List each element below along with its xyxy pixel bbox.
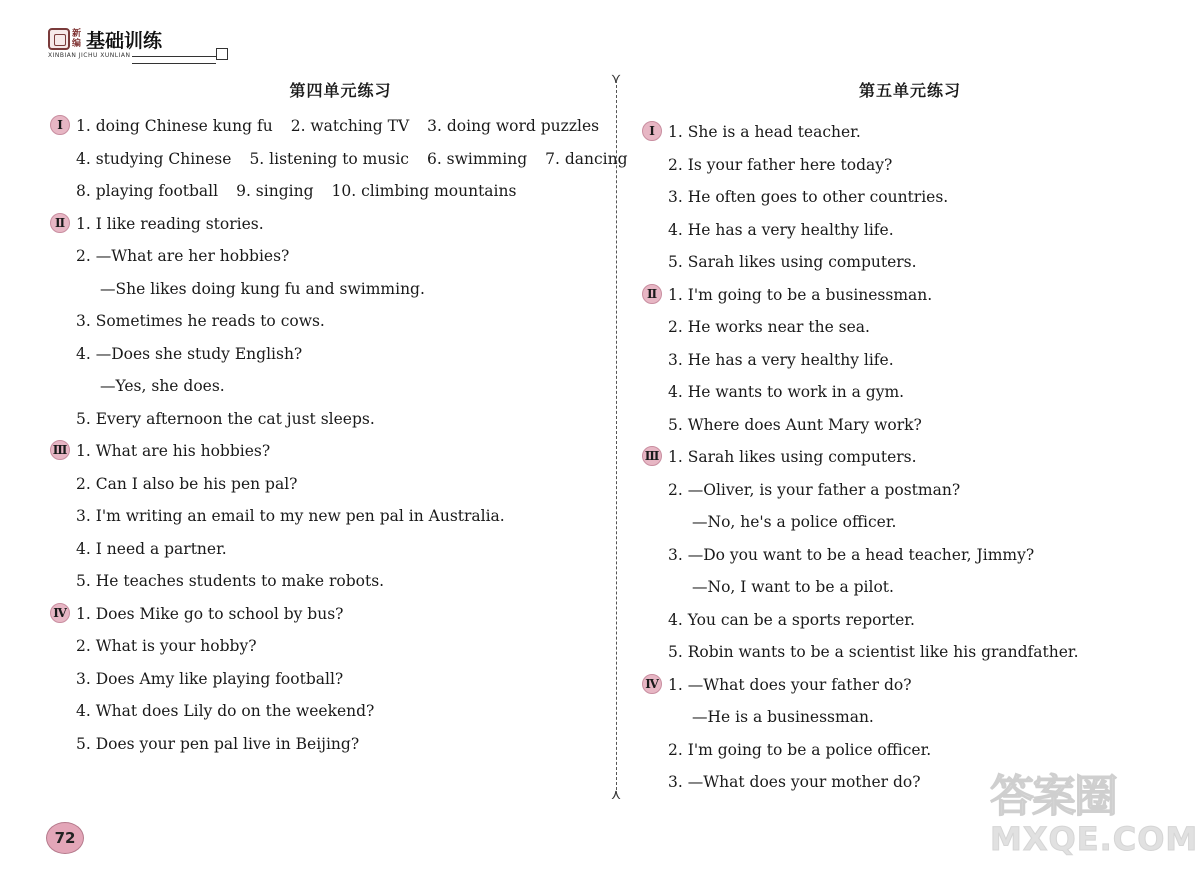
- section-numeral-badge: Ⅲ: [642, 446, 662, 466]
- list-item: 3. —What does your mother do?: [668, 773, 921, 791]
- watermark-url: MXQE.COM: [990, 820, 1198, 858]
- list-item: 1. —What does your father do?: [668, 675, 912, 694]
- section-numeral-badge: Ⅲ: [50, 440, 70, 460]
- section-numeral-badge: Ⅱ: [50, 213, 70, 233]
- list-item: 5. Sarah likes using computers.: [668, 253, 917, 271]
- list-item: 2. He works near the sea.: [668, 318, 870, 336]
- list-item: 4. What does Lily do on the weekend?: [76, 702, 375, 720]
- list-item: 3. —Do you want to be a head teacher, Jimmy?: [668, 545, 1035, 564]
- right-section-1: [640, 121, 1080, 284]
- section-numeral-badge: Ⅱ: [642, 284, 662, 304]
- list-item: 2. —Oliver, is your father a postman?: [668, 480, 961, 499]
- list-item: 2. Is your father here today?: [668, 155, 893, 174]
- brand-box-icon: [216, 48, 228, 60]
- section-numeral-badge: Ⅳ: [642, 674, 662, 694]
- list-item: 4. I need a partner.: [76, 539, 227, 558]
- list-item: —No, he's a police officer.: [692, 513, 897, 531]
- page-divider: [616, 80, 618, 790]
- section-numeral-badge: Ⅰ: [642, 121, 662, 141]
- list-item: —He is a businessman.: [692, 708, 874, 726]
- watermark-logo: 答案圈: [990, 771, 1116, 822]
- list-item: —She likes doing kung fu and swimming.: [100, 279, 425, 298]
- list-item: 2. Can I also be his pen pal?: [76, 474, 298, 493]
- list-item: —Yes, she does.: [100, 377, 225, 395]
- brand-small-text: 新编: [72, 29, 82, 49]
- brand-title: 基础训练: [86, 30, 163, 52]
- list-item: 4. studying Chinese 5. listening to music 6. swimming 7. dancing: [76, 149, 628, 168]
- list-item: 4. He has a very healthy life.: [668, 220, 894, 239]
- list-item: 1. Does Mike go to school by bus?: [76, 604, 344, 623]
- list-item: 1. I like reading stories.: [76, 214, 264, 233]
- watermark: [960, 760, 1198, 860]
- page-number: 72: [46, 822, 84, 854]
- brand-rule: [132, 56, 216, 64]
- left-section-4: [48, 603, 593, 766]
- list-item: 3. Does Amy like playing football?: [76, 669, 344, 688]
- list-item: 4. You can be a sports reporter.: [668, 610, 915, 629]
- list-item: 1. Sarah likes using computers.: [668, 448, 917, 466]
- list-item: 5. Every afternoon the cat just sleeps.: [76, 409, 375, 428]
- list-item: —No, I want to be a pilot.: [692, 578, 894, 596]
- list-item: 1. I'm going to be a businessman.: [668, 285, 933, 304]
- list-item: 2. What is your hobby?: [76, 637, 257, 655]
- list-item: 3. Sometimes he reads to cows.: [76, 312, 325, 330]
- list-item: 5. Robin wants to be a scientist like his grandfather.: [668, 643, 1079, 661]
- left-section-2: [48, 213, 593, 441]
- list-item: 5. Where does Aunt Mary work?: [668, 415, 922, 434]
- list-item: 1. What are his hobbies?: [76, 442, 271, 460]
- brand-logo: [48, 28, 188, 68]
- right-section-3: [640, 446, 1080, 674]
- seal-icon: [48, 28, 70, 50]
- section-numeral-badge: Ⅳ: [50, 603, 70, 623]
- list-item: 2. —What are her hobbies?: [76, 247, 290, 265]
- list-item: 2. I'm going to be a police officer.: [668, 740, 932, 759]
- left-title: 第四单元练习: [289, 81, 392, 100]
- list-item: 1. She is a head teacher.: [668, 123, 861, 141]
- left-section-3: [48, 440, 593, 603]
- section-numeral-badge: Ⅰ: [50, 115, 70, 135]
- right-column: [640, 70, 1080, 804]
- right-section-2: [640, 284, 1080, 447]
- list-item: 3. He often goes to other countries.: [668, 188, 949, 206]
- list-item: 8. playing football 9. singing 10. climbing mountains: [76, 182, 517, 200]
- left-column: [48, 70, 628, 765]
- list-item: 4. —Does she study English?: [76, 344, 303, 363]
- list-item: 4. He wants to work in a gym.: [668, 383, 905, 401]
- list-item: 1. doing Chinese kung fu 2. watching TV 3. doing word puzzles: [76, 117, 600, 135]
- arrow-up-icon: ⋏: [610, 787, 622, 803]
- list-item: 5. Does your pen pal live in Beijing?: [76, 734, 360, 753]
- list-item: 3. I'm writing an email to my new pen pal in Australia.: [76, 507, 505, 525]
- left-section-1: [48, 115, 628, 213]
- brand-subtitle: XINBIAN JICHU XUNLIAN: [48, 52, 131, 59]
- arrow-down-icon: ⋎: [610, 71, 622, 87]
- list-item: 5. He teaches students to make robots.: [76, 572, 385, 590]
- right-title: 第五单元练习: [858, 81, 961, 100]
- list-item: 3. He has a very healthy life.: [668, 350, 894, 369]
